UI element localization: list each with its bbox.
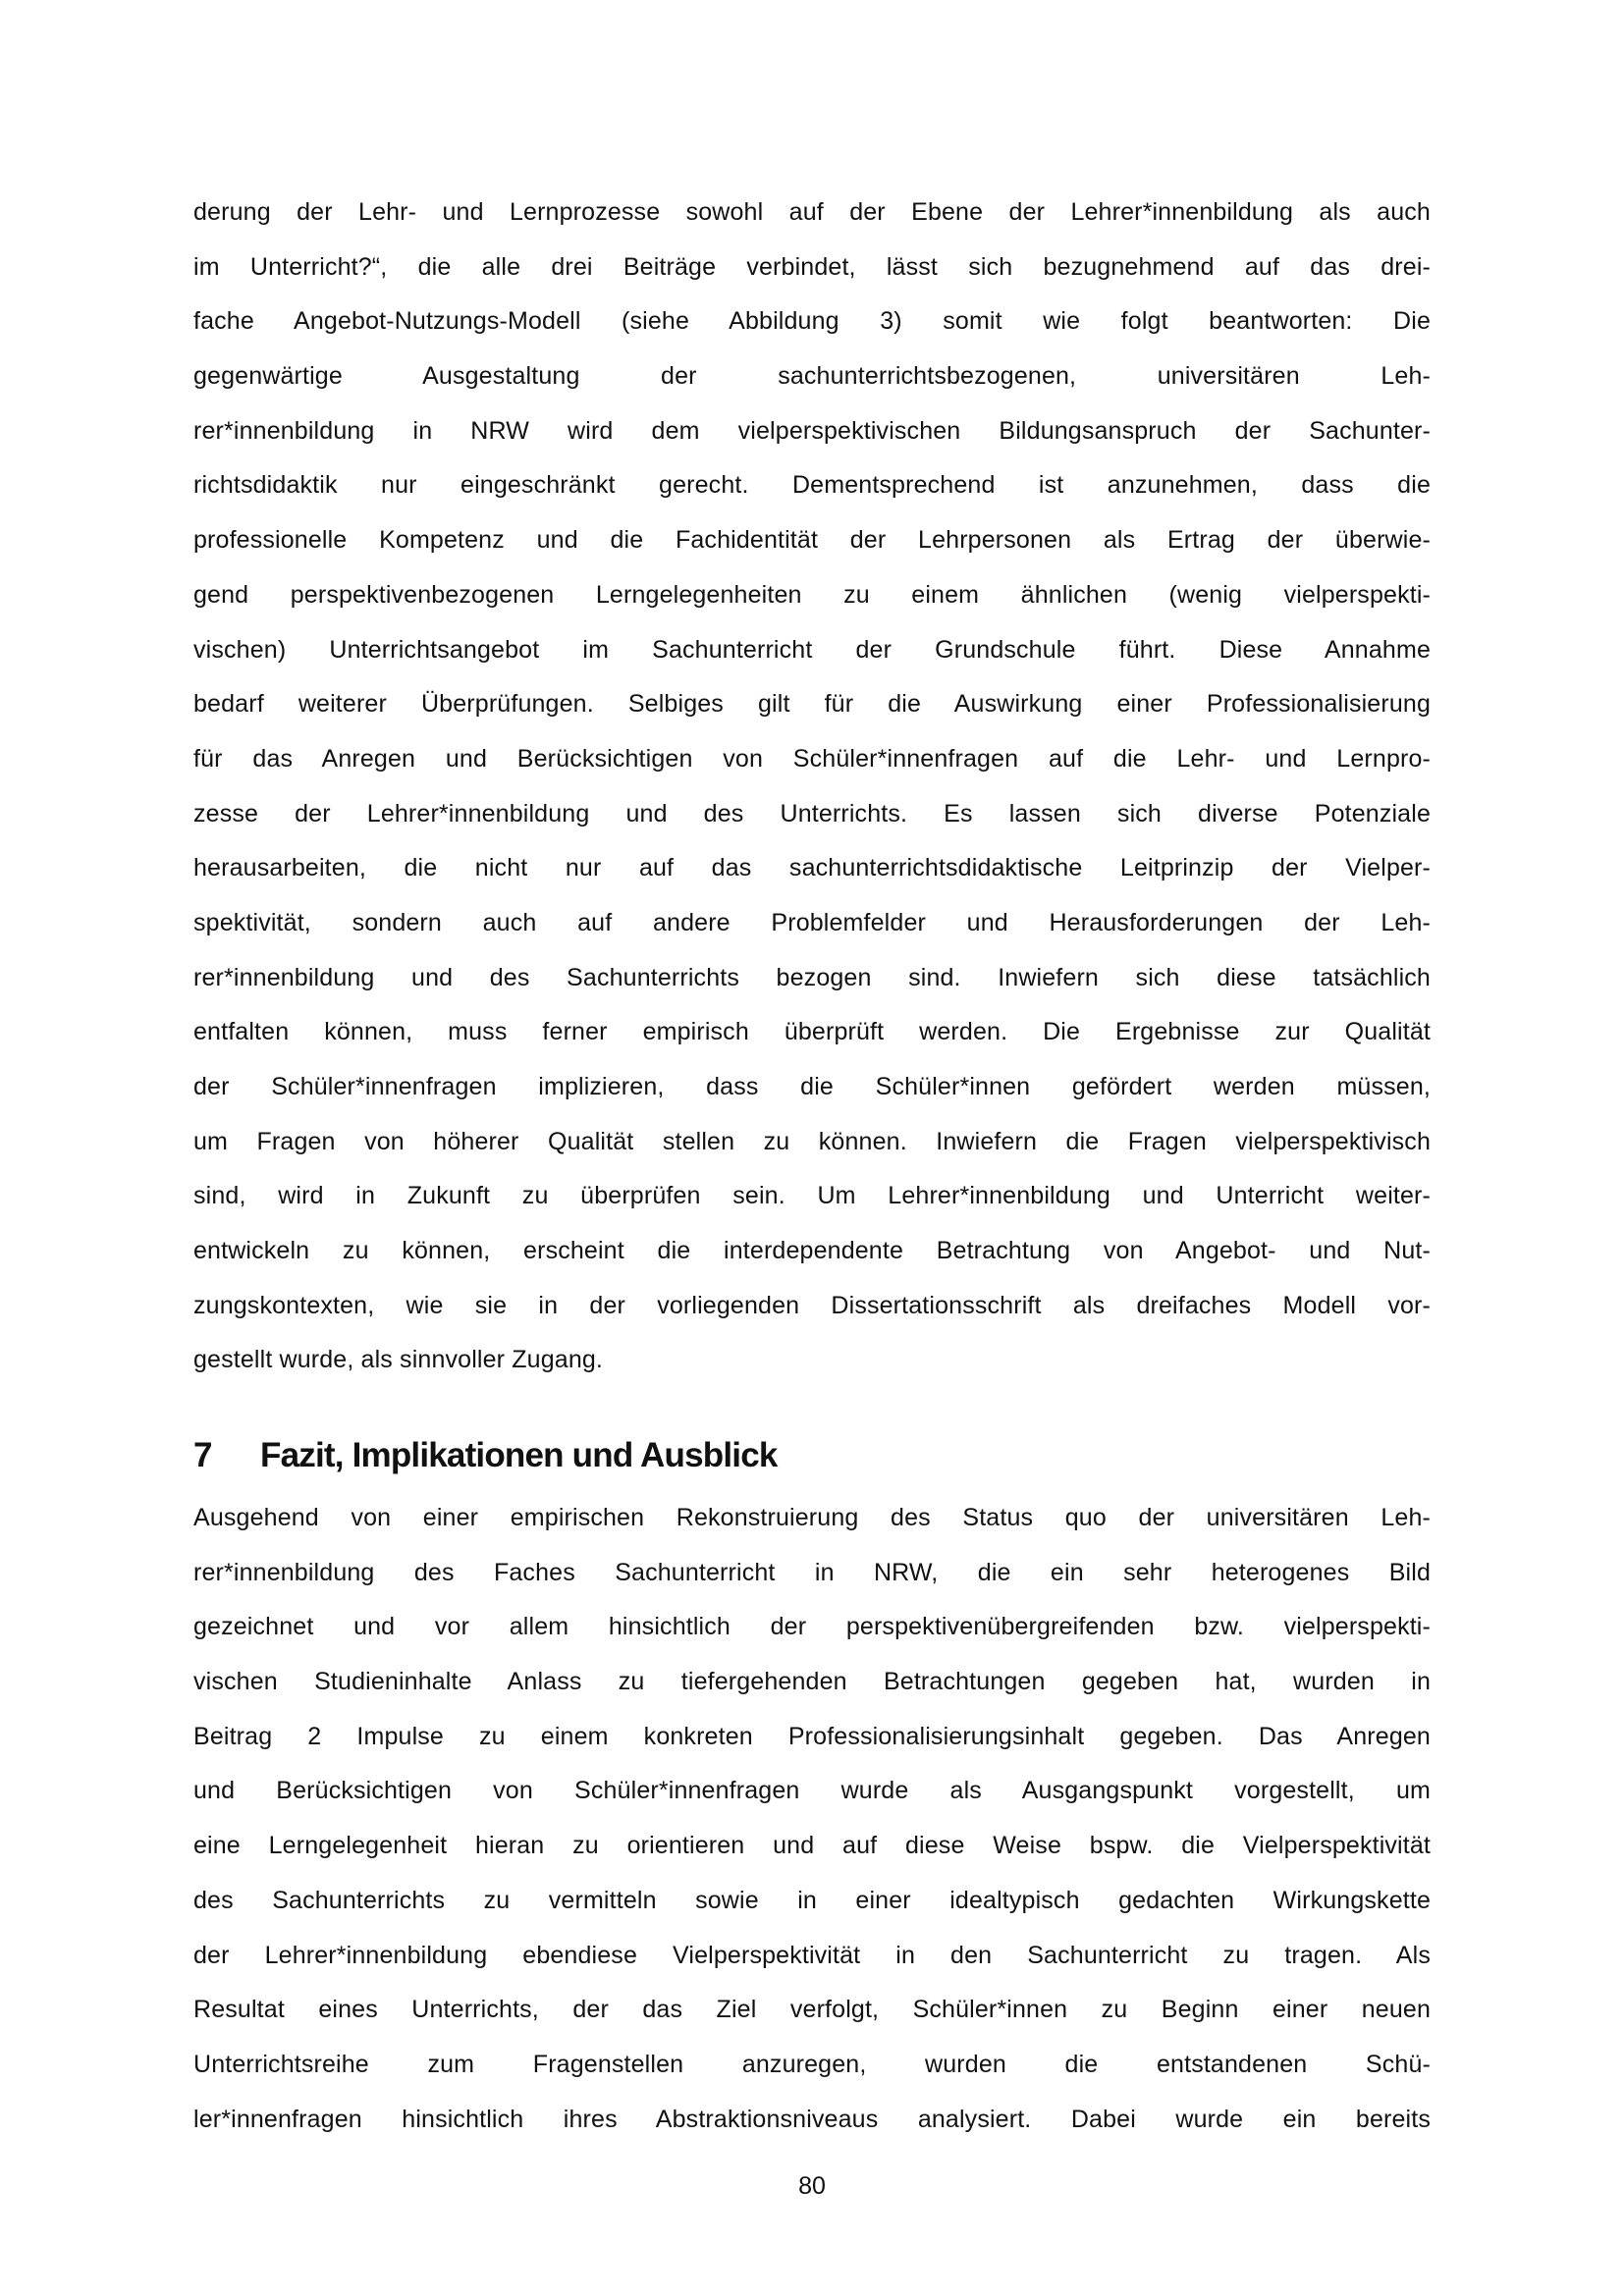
text-line: zungskontexten, wie sie in der vorliegenden Dissertationsschrift als dreifaches Modell vor-	[193, 1291, 1431, 1319]
text-line: sind, wird in Zukunft zu überprüfen sein. Um Lehrer*innenbildung und Unterricht weiter-	[193, 1182, 1431, 1210]
text-line: richtsdidaktik nur eingeschränkt gerecht. Dementsprechend ist anzunehmen, dass die	[193, 471, 1431, 500]
text-line: des Sachunterrichts zu vermitteln sowie in einer idealtypisch gedachten Wirkungskette	[193, 1886, 1431, 1914]
text-line: Unterrichtsreihe zum Fragenstellen anzuregen, wurden die entstandenen Schü-	[193, 2050, 1431, 2078]
text-line: bedarf weiterer Überprüfungen. Selbiges gilt für die Auswirkung einer Professionalisierung	[193, 690, 1431, 719]
text-line: vischen) Unterrichtsangebot im Sachunterricht der Grundschule führt. Diese Annahme	[193, 635, 1431, 664]
text-line: Resultat eines Unterrichts, der das Ziel verfolgt, Schüler*innen zu Beginn einer neuen	[193, 1996, 1431, 2024]
text-line: der Schüler*innenfragen implizieren, dass die Schüler*innen gefördert werden müssen,	[193, 1073, 1431, 1100]
text-line: derung der Lehr- und Lernprozesse sowohl auf der Ebene der Lehrer*innenbildung als auch	[193, 198, 1431, 226]
text-line: Beitrag 2 Impulse zu einem konkreten Professionalisierungsinhalt gegeben. Das Anregen	[193, 1722, 1431, 1750]
text-line: spektivität, sondern auch auf andere Problemfelder und Herausforderungen der Leh-	[193, 908, 1431, 936]
page-number: 80	[798, 2172, 826, 2200]
text-line: um Fragen von höherer Qualität stellen zu können. Inwiefern die Fragen vielperspektivisch	[193, 1127, 1431, 1155]
text-line: herausarbeiten, die nicht nur auf das sachunterrichtsdidaktische Leitprinzip der Vielper-	[193, 854, 1431, 882]
section-number: 7	[193, 1436, 212, 1474]
text-line: und Berücksichtigen von Schüler*innenfragen wurde als Ausgangspunkt vorgestellt, um	[193, 1777, 1431, 1805]
text-line: zesse der Lehrer*innenbildung und des Unterrichts. Es lassen sich diverse Potenziale	[193, 799, 1431, 828]
section-title: Fazit, Implikationen und Ausblick	[260, 1436, 778, 1474]
text-line: vischen Studieninhalte Anlass zu tiefergehenden Betrachtungen gegeben hat, wurden in	[193, 1668, 1431, 1696]
text-line: fache Angebot-Nutzungs-Modell (siehe Abbildung 3) somit wie folgt beantworten: Die	[193, 307, 1431, 336]
text-line: im Unterricht?“, die alle drei Beiträge verbindet, lässt sich bezugnehmend auf das drei-	[193, 252, 1431, 281]
text-line: professionelle Kompetenz und die Fachidentität der Lehrpersonen als Ertrag der überwie-	[193, 526, 1431, 555]
text-line: der Lehrer*innenbildung ebendiese Vielperspektivität in den Sachunterricht zu tragen. Als	[193, 1941, 1431, 1969]
text-line: gend perspektivenbezogenen Lerngelegenheiten zu einem ähnlichen (wenig vielperspekti-	[193, 580, 1431, 609]
text-line: eine Lerngelegenheit hieran zu orientieren und auf diese Weise bspw. die Vielperspektivität	[193, 1832, 1431, 1860]
text-line: ler*innenfragen hinsichtlich ihres Abstraktionsniveaus analysiert. Dabei wurde ein bereits	[193, 2105, 1431, 2133]
text-line: rer*innenbildung und des Sachunterrichts bezogen sind. Inwiefern sich diese tatsächlich	[193, 963, 1431, 991]
body-paragraph-2	[193, 1491, 1431, 2147]
text-line: für das Anregen und Berücksichtigen von Schüler*innenfragen auf die Lehr- und Lernpro-	[193, 744, 1431, 773]
text-line: gegenwärtige Ausgestaltung der sachunterrichtsbezogenen, universitären Leh-	[193, 362, 1431, 391]
body-paragraph-1	[193, 186, 1431, 1388]
text-line: entwickeln zu können, erscheint die interdependente Betrachtung von Angebot- und Nut-	[193, 1237, 1431, 1265]
text-line: gestellt wurde, als sinnvoller Zugang.	[193, 1346, 604, 1374]
text-line: rer*innenbildung in NRW wird dem vielperspektivischen Bildungsanspruch der Sachunter-	[193, 416, 1431, 445]
text-line: Ausgehend von einer empirischen Rekonstruierung des Status quo der universitären Leh-	[193, 1504, 1431, 1531]
text-line: entfalten können, muss ferner empirisch überprüft werden. Die Ergebnisse zur Qualität	[193, 1018, 1431, 1046]
text-line: gezeichnet und vor allem hinsichtlich der perspektivenübergreifenden bzw. vielperspekti-	[193, 1613, 1431, 1641]
text-line: rer*innenbildung des Faches Sachunterricht in NRW, die ein sehr heterogenes Bild	[193, 1558, 1431, 1586]
section-heading	[193, 1431, 778, 1480]
